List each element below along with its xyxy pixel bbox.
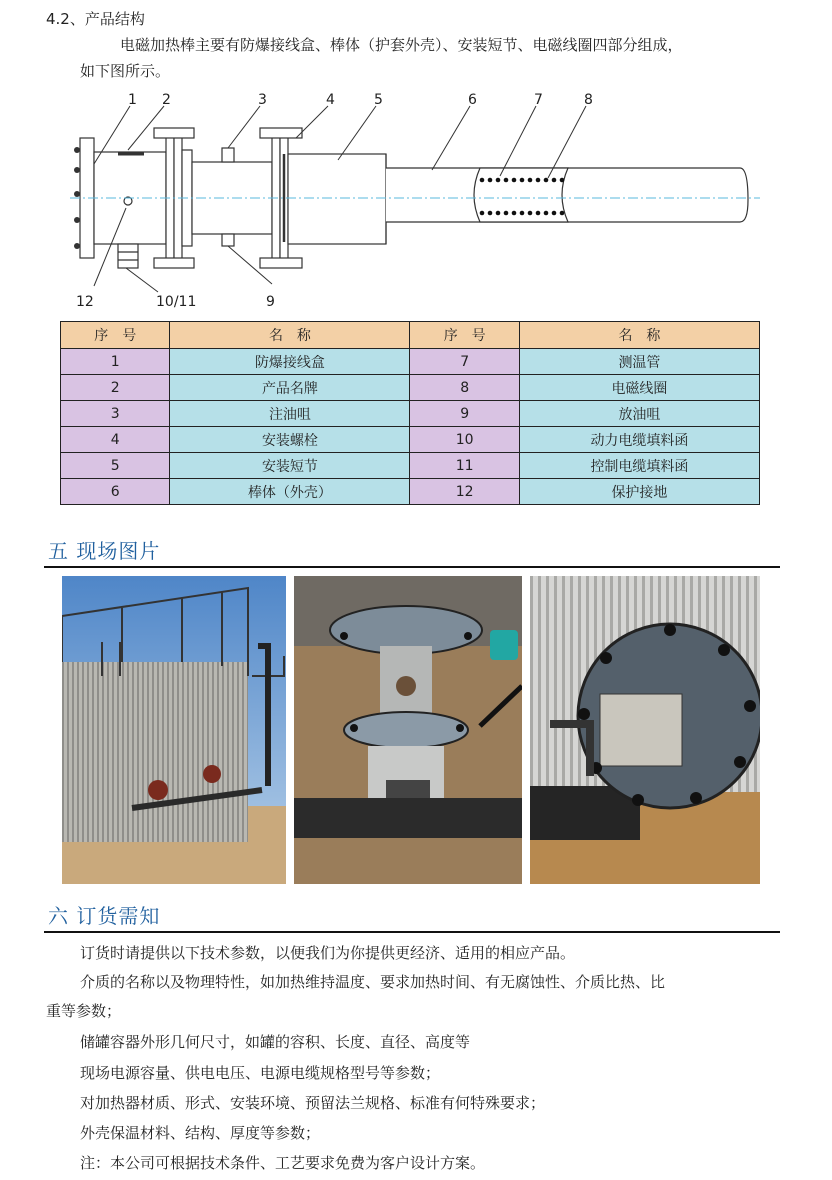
structure-intro-line1: 电磁加热棒主要有防爆接线盒、棒体（护套外壳）、安装短节、电磁线圈四部分组成， xyxy=(120,36,683,54)
callout-10-11: 10/11 xyxy=(156,294,197,310)
ordering-p2-line2: 重等参数； xyxy=(46,1002,122,1020)
site-photos-heading: 五 现场图片 xyxy=(48,539,161,563)
part-number: 12 xyxy=(410,479,519,505)
part-name: 安装螺栓 xyxy=(170,427,410,453)
section-divider xyxy=(44,931,780,933)
part-name: 动力电缆填料函 xyxy=(519,427,759,453)
callout-8: 8 xyxy=(584,92,593,108)
part-number: 6 xyxy=(61,479,170,505)
part-name: 放油咀 xyxy=(519,401,759,427)
site-photo-flange xyxy=(294,576,522,884)
site-photo-tank xyxy=(62,576,286,884)
structure-heading: 4.2、产品结构 xyxy=(46,10,145,28)
part-number: 9 xyxy=(410,401,519,427)
part-name: 注油咀 xyxy=(170,401,410,427)
table-row xyxy=(61,479,760,505)
table-row xyxy=(61,375,760,401)
part-name: 控制电缆填料函 xyxy=(519,453,759,479)
callout-1: 1 xyxy=(128,92,137,108)
ordering-heading: 六 订货需知 xyxy=(48,904,161,928)
ordering-p2-line1: 介质的名称以及物理特性，如加热维持温度、要求加热时间、有无腐蚀性、介质比热、比 xyxy=(80,973,666,991)
header-name-a: 名 称 xyxy=(170,322,410,349)
part-name: 产品名牌 xyxy=(170,375,410,401)
table-header-row xyxy=(61,322,760,349)
callout-3: 3 xyxy=(258,92,267,108)
table-row xyxy=(61,453,760,479)
ordering-p1: 订货时请提供以下技术参数，以便我们为你提供更经济、适用的相应产品。 xyxy=(80,944,576,962)
structure-intro-line2: 如下图所示。 xyxy=(80,62,171,80)
callout-4: 4 xyxy=(326,92,335,108)
callout-5: 5 xyxy=(374,92,383,108)
part-number: 3 xyxy=(61,401,170,427)
part-number: 5 xyxy=(61,453,170,479)
table-row xyxy=(61,401,760,427)
part-number: 8 xyxy=(410,375,519,401)
header-name-b: 名 称 xyxy=(519,322,759,349)
part-name: 电磁线圈 xyxy=(519,375,759,401)
part-number: 11 xyxy=(410,453,519,479)
ordering-p6: 外壳保温材料、结构、厚度等参数； xyxy=(80,1124,321,1142)
part-number: 7 xyxy=(410,349,519,375)
table-row xyxy=(61,427,760,453)
ordering-p7: 注：本公司可根据技术条件、工艺要求免费为客户设计方案。 xyxy=(80,1154,486,1172)
parts-table xyxy=(60,321,760,505)
site-photo-junction-box xyxy=(530,576,760,884)
part-name: 安装短节 xyxy=(170,453,410,479)
callout-12: 12 xyxy=(76,294,94,310)
callout-6: 6 xyxy=(468,92,477,108)
ordering-p3: 储罐容器外形几何尺寸，如罐的容积、长度、直径、高度等 xyxy=(80,1033,471,1051)
table-row xyxy=(61,349,760,375)
part-name: 棒体（外壳） xyxy=(170,479,410,505)
ordering-p4: 现场电源容量、供电电压、电源电缆规格型号等参数； xyxy=(80,1064,441,1082)
callout-9: 9 xyxy=(266,294,275,310)
part-number: 10 xyxy=(410,427,519,453)
callout-2: 2 xyxy=(162,92,171,108)
part-number: 1 xyxy=(61,349,170,375)
part-name: 保护接地 xyxy=(519,479,759,505)
ordering-p5: 对加热器材质、形式、安装环境、预留法兰规格、标准有何特殊要求； xyxy=(80,1094,546,1112)
part-name: 测温管 xyxy=(519,349,759,375)
section-divider xyxy=(44,566,780,568)
header-no-a: 序 号 xyxy=(61,322,170,349)
structure-diagram xyxy=(60,88,780,316)
callout-7: 7 xyxy=(534,92,543,108)
part-number: 2 xyxy=(61,375,170,401)
part-number: 4 xyxy=(61,427,170,453)
header-no-b: 序 号 xyxy=(410,322,519,349)
part-name: 防爆接线盒 xyxy=(170,349,410,375)
